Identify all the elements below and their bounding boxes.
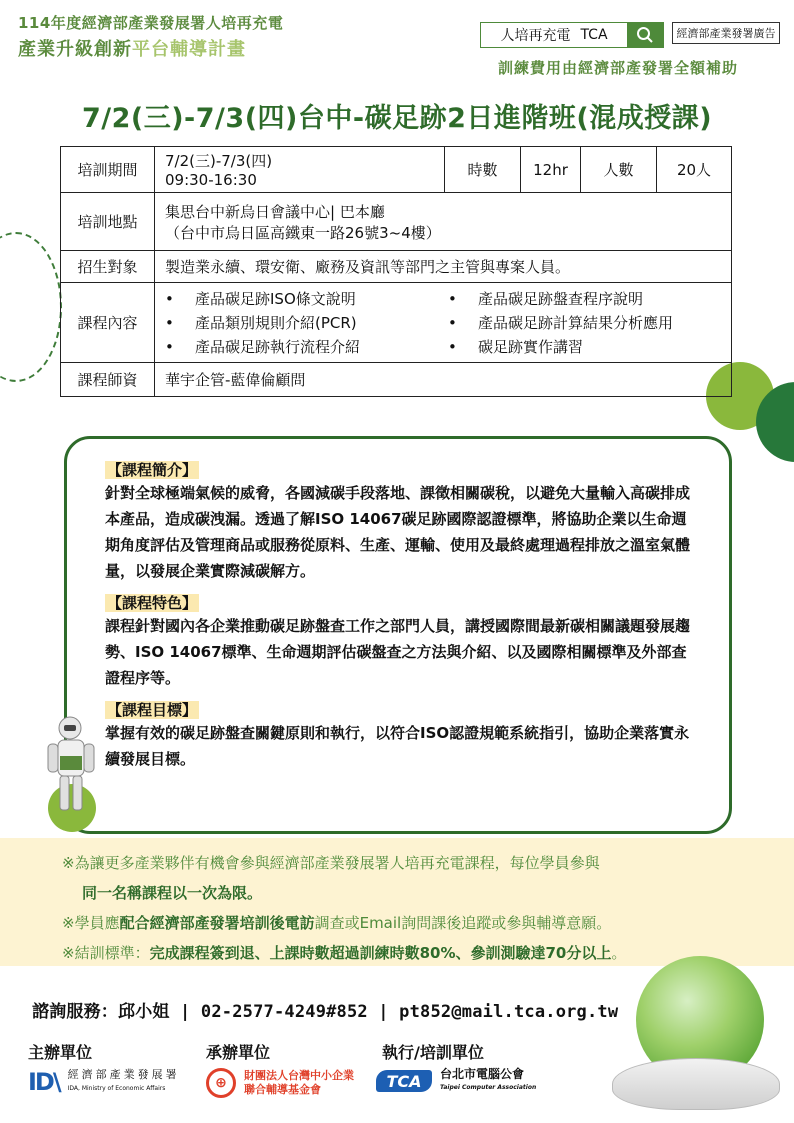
location-venue: 集思台中新烏日會議中心| 巴本廳 (165, 202, 385, 221)
search-icon (636, 26, 654, 44)
feature-heading (105, 592, 699, 613)
notice-3-emphasis: 完成課程簽到退、上課時數超過訓練時數80%、參訓測驗達70分以上 (149, 944, 612, 962)
subsidy-note: 訓練費用由經濟部產發署全額補助 (498, 59, 739, 77)
host-name (68, 1068, 180, 1096)
contact-label: 諮詢服務： (32, 1002, 118, 1022)
hours-label: 時數 (445, 147, 521, 193)
notice-1-text: ※為讓更多產業夥伴有機會參與經濟部產業發展署人培再充電課程，每位學員參與 (62, 854, 600, 872)
dashed-arc-decoration (0, 232, 62, 382)
teacher-label: 課程師資 (61, 363, 155, 397)
executor-name (440, 1068, 536, 1094)
search-button[interactable] (627, 23, 663, 47)
intro-heading (105, 459, 699, 480)
executor-name-zh: 台北市電腦公會 (440, 1067, 525, 1081)
period-dates: 7/2(三)-7/3(四) (165, 152, 273, 170)
content-value (155, 283, 732, 363)
table-row-period (61, 147, 732, 193)
notice-2-prefix: ※學員應 (62, 914, 120, 932)
program-header (18, 12, 283, 61)
organizer-name-line-1: 財團法人台灣中小企業 (244, 1069, 354, 1082)
search-keywords (481, 23, 627, 47)
tca-logo-icon: TCA (376, 1070, 432, 1092)
notice-item-3 (62, 938, 754, 968)
ad-tag: 經濟部產業發署廣告 (672, 22, 780, 44)
notice-1-emphasis: 同一名稱課程以一次為限。 (82, 884, 263, 902)
location-value (155, 193, 732, 251)
location-label: 培訓地點 (61, 193, 155, 251)
table-row-teacher (61, 363, 732, 397)
host-name-en: IDA, Ministry of Economic Affairs (67, 1085, 166, 1092)
list-item: • 產品碳足跡執行流程介紹 (165, 336, 438, 357)
ida-logo-icon: ID\ (28, 1068, 60, 1096)
audience-value: 製造業永續、環安衛、廠務及資訊等部門之主管與專案人員。 (155, 251, 732, 283)
goal-heading (105, 699, 699, 720)
list-item: • 產品類別規則介紹(PCR) (165, 312, 438, 333)
intro-heading-text: 【課程簡介】 (107, 461, 198, 479)
content-list (165, 286, 721, 359)
host-label: 主辦單位 (28, 1043, 93, 1062)
notice-2-suffix: 調查或Email詢問課後追蹤或參與輔導意願。 (314, 914, 612, 932)
count-value: 20人 (657, 147, 732, 193)
program-name-part-1: 產業升級創新 (18, 39, 132, 60)
search-keyword-2: TCA (580, 27, 608, 43)
hours-value: 12hr (521, 147, 581, 193)
table-row-audience (61, 251, 732, 283)
executor-logo (376, 1068, 536, 1094)
notice-3-suffix: 。 (611, 944, 627, 962)
executor-name-en: Taipei Computer Association (440, 1084, 537, 1091)
contact-info (32, 997, 618, 1022)
notice-item-2 (62, 908, 754, 938)
intro-body: 針對全球極端氣候的威脅，各國減碳手段落地、課徵相關碳稅，以避免大量輸入高碳排成本產品，造成碳洩漏。透過了解ISO 14067碳足跡國際認證標準，將協助企業以生命週期角度評估及管理商品或服務從原料、生產、運輸、使用及最終處理過程排放之溫室氣體量，以發展企業實際減碳解方。 (105, 484, 691, 580)
course-title: 7/2(三)-7/3(四)台中-碳足跡2日進階班(混成授課) (81, 103, 713, 134)
host-logo (28, 1068, 180, 1096)
organizer-logo (206, 1068, 354, 1098)
period-label: 培訓期間 (61, 147, 155, 193)
search-box[interactable] (480, 22, 664, 48)
executor-label: 執行/培訓單位 (382, 1043, 484, 1062)
teacher-value: 華宇企管-藍偉倫顧問 (155, 363, 732, 397)
program-name-part-2: 平台輔導計畫 (132, 39, 246, 60)
contact-details[interactable]: 邱小姐 | 02-2577-4249#852 | pt852@mail.tca.org.tw (118, 1002, 619, 1022)
table-row-location (61, 193, 732, 251)
notice-3-prefix: ※結訓標準： (62, 944, 150, 962)
organizer-label: 承辦單位 (206, 1043, 271, 1062)
notice-item-1 (62, 848, 754, 908)
feature-heading-text: 【課程特色】 (107, 594, 198, 612)
program-year-title: 114年度經濟部產業發展署人培再充電 (18, 14, 284, 32)
audience-label: 招生對象 (61, 251, 155, 283)
count-label: 人數 (581, 147, 657, 193)
host-name-zh: 經濟部產業發展署 (67, 1068, 180, 1081)
notice-section (0, 838, 794, 966)
table-row-content (61, 283, 732, 363)
robot-hand-illustration (612, 1058, 780, 1110)
list-item: • 產品碳足跡計算結果分析應用 (448, 312, 721, 333)
feature-body: 課程針對國內各企業推動碳足跡盤查工作之部門人員，講授國際間最新碳相關議題發展趨勢、ISO 14067標準、生命週期評估碳盤查之方法與介紹、以及國際相關標準及外部查證程序等。 (105, 617, 691, 687)
program-name (18, 35, 283, 61)
content-label: 課程內容 (61, 283, 155, 363)
notice-2-emphasis: 配合經濟部產發署培訓後電訪 (119, 914, 315, 932)
list-item: • 產品碳足跡ISO條文說明 (165, 288, 438, 309)
period-value (155, 147, 445, 193)
course-info-table (60, 146, 732, 397)
goal-heading-text: 【課程目標】 (107, 701, 198, 719)
period-times: 09:30-16:30 (165, 171, 257, 189)
list-item: • 產品碳足跡盤查程序說明 (448, 288, 721, 309)
goal-body: 掌握有效的碳足跡盤查關鍵原則和執行，以符合ISO認證規範系統指引，協助企業落實永續發展目標。 (105, 724, 690, 768)
list-item: • 碳足跡實作講習 (448, 336, 721, 357)
search-keyword-1: 人培再充電 (500, 28, 571, 44)
sme-logo-icon: ⊕ (206, 1068, 236, 1098)
organizer-name-line-2: 聯合輔導基金會 (244, 1083, 321, 1096)
robot-illustration (44, 716, 100, 832)
organizer-name (244, 1069, 354, 1097)
course-description-box (64, 436, 732, 834)
location-address: （台中市烏日區高鐵東一路26號3~4樓） (165, 223, 441, 242)
